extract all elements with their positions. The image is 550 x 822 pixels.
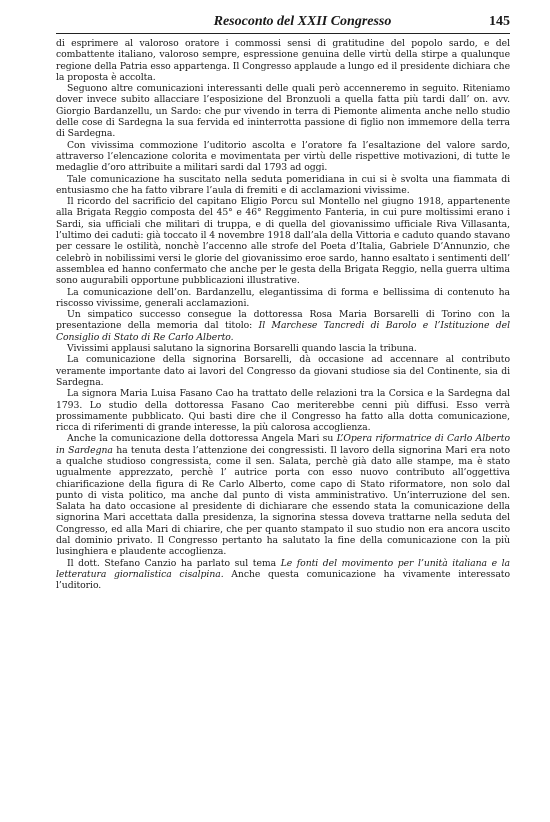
paragraph bbox=[56, 343, 510, 354]
text-run: La comunicazione dell’on. Bardanzellu, elegantissima di forma e bellissima di contenuto ha riscosso vivissime, generali acclamazioni. bbox=[56, 286, 510, 309]
text-run: La signora Maria Luisa Fasano Cao ha trattato delle relazioni tra la Corsica e la Sardegna dal 1793. Lo studio della dottoressa Fasano Cao meriterebbe cenni più diffusi. Esso verrà prossimamente pubblicato. Qui basti dire che il Congresso ha fatto alla dotta comunicazione, ricca di riferimenti di grande interesse, la più calorosa accoglienza. bbox=[56, 388, 510, 434]
text-run: ha tenuta desta l’attenzione dei congressisti. Il lavoro della signorina Mari era noto a qualche studioso congressista, come il sen. Salata, perchè già dato alle stampe, ma è stato ugualmente apprezzato, perchè l’ autrice porta con esso nuovo contributo all’oggettiva chiarificazione della figura di Re Carlo Alberto, come capo di Stato riformatore, non solo dal punto di vista politico, ma anche dal punto di vista amministrativo. Un’interruzione del sen. Salata ha dato occasione al presidente di dichiarare che essendo stata la comunicazione della signorina Mari accettata dalla presidenza, la signorina stessa doveva trattarne nella seduta del Congresso, ed alla Mari di chiarire, che per quanto stampato il suo studio non era ancora uscito dal dominio privato. Il Congresso pertanto ha salutato la fine della comunicazione con la più lusinghiera e plaudente accoglienza. bbox=[56, 444, 510, 558]
page-number: 145 bbox=[489, 14, 510, 29]
text-run: Un simpatico successo consegue la dottoressa Rosa Maria Borsarelli di Torino con la presentazione della memoria dal titolo: bbox=[56, 309, 510, 332]
text-run: Seguono altre comunicazioni interessanti delle quali però accenneremo in seguito. Riteniamo dover invece subito allacciare l’esposizione del Bronzuoli a quella fatta più tardi dall’ on. avv. Giorgio Bardanzellu, un Sardo: che pur vivendo in terra di Piemonte alimenta anche nello studio delle cose di Sardegna la sua fervida ed ininterrotta passione di figlio non immemore della terra di Sardegna. bbox=[56, 83, 510, 140]
paragraph bbox=[56, 174, 510, 197]
text-run: Il dott. Stefano Canzio ha parlato sul tema bbox=[67, 557, 281, 569]
text-run: Anche questa comunicazione ha vivamente interessato l’uditorio. bbox=[56, 568, 510, 592]
body-text bbox=[56, 38, 510, 592]
italic-title: Le fonti del movimento per l’unità italiana e la letteratura giornalistica cisalpina. bbox=[56, 557, 510, 580]
running-title: Resoconto del XXII Congresso bbox=[213, 14, 392, 29]
text-run: La comunicazione della signorina Borsarelli, dà occasione ad accennare al contributo veramente importante dato ai lavori del Congresso da giovani studiose sia del Continente, sia di Sardegna. bbox=[56, 354, 510, 388]
paragraph bbox=[56, 287, 510, 310]
paragraph bbox=[56, 354, 510, 388]
text-run: Tale comunicazione ha suscitato nella seduta pomeridiana in cui si è svolta una fiammata di entusiasmo che ha fatto vibrare l’aula di fremiti e di acclamazioni vivissime. bbox=[56, 173, 510, 196]
italic-title: L’Opera riformatrice di Carlo Alberto in Sardegna bbox=[56, 433, 510, 456]
paragraph bbox=[56, 38, 510, 83]
paragraph bbox=[56, 388, 510, 433]
text-run: Con vivissima commozione l’uditorio ascolta e l’oratore fa l’esaltazione del valore sardo, attraverso l’elencazione colorita e movimentata per virtù delle rispettive motivazioni, di tutte le medaglie d’oro attribuite a militari sardi dal 1793 ad oggi. bbox=[56, 139, 510, 174]
text-run: Vivissimi applausi salutano la signorina Borsarelli quando lascia la tribuna. bbox=[67, 343, 417, 355]
paragraph bbox=[56, 309, 510, 343]
paragraph bbox=[56, 83, 510, 139]
text-run: di esprimere al valoroso oratore i commossi sensi di gratitudine del popolo sardo, e del combattente italiano, valoroso sempre, espressione genuina delle virtù della stirpe a qualunque regione della Patria esso appartenga. Il Congresso applaude a lungo ed il presidente dichiara che la proposta è accolta. bbox=[56, 38, 510, 83]
paragraph bbox=[56, 196, 510, 286]
paragraph bbox=[56, 558, 510, 592]
paragraph bbox=[56, 140, 510, 174]
italic-title: Il Marchese Tancredi di Barolo e l’Istituzione del Consiglio di Stato di Re Carlo Alberto. bbox=[56, 320, 510, 343]
text-run: Il ricordo del sacrificio del capitano Eligio Porcu sul Montello nel giugno 1918, appartenente alla Brigata Reggio composta del 45° e 46° Reggimento Fanteria, in cui pure moltissimi erano i Sardi, sia ufficiali che militari di truppa, e di quella del giovanissimo ufficiale Riva Villasanta, l’ultimo dei caduti: già toccato il 4 novembre 1918 dall’ala della Vittoria e caduto quando stavano per cessare le ostilità, nonchè l’accenno alle strofe del Poeta d’Italia, Gabriele D’Annunzio, che celebrò in nobilissimi versi le glorie del giovanissimo eroe sardo, hanno esaltato i sentimenti dell’ assemblea ed hanno confermato che anche per le gesta della Brigata Reggio, nella guerra ultima sono augurabili opportune pubblicazioni illustrative. bbox=[56, 196, 510, 287]
paragraph bbox=[56, 433, 510, 557]
running-header bbox=[56, 14, 510, 34]
text-run: Anche la comunicazione della dottoressa Angela Mari su bbox=[67, 433, 337, 445]
